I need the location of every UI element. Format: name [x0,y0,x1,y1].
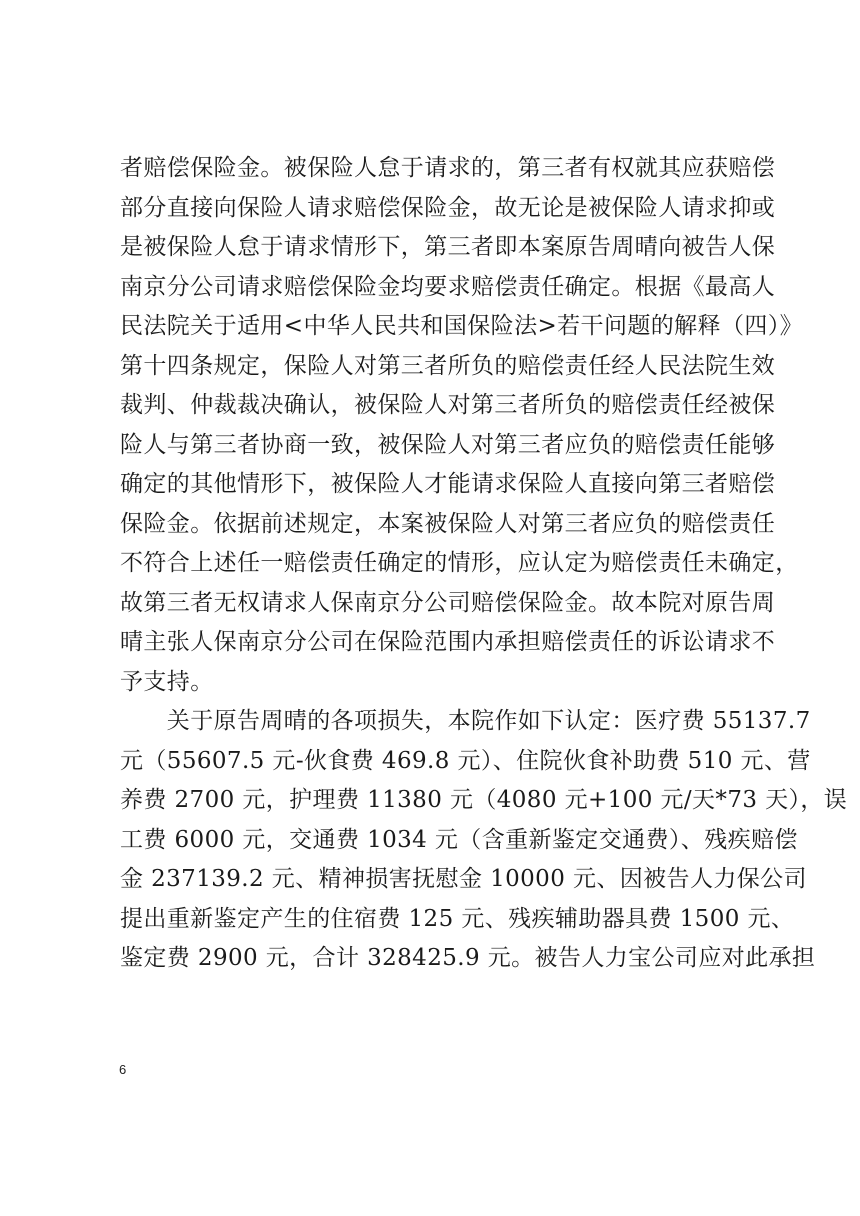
text-line-10: 保险金。依据前述规定，本案被保险人对第三者应负的赔偿责任 [120,510,776,537]
text-line-20: 提出重新鉴定产生的住宿费 125 元、残疾辅助器具费 1500 元、 [120,905,795,932]
body-text [120,149,848,979]
text-line-15: 关于原告周晴的各项损失，本院作如下认定：医疗费 55137.7 [120,708,811,734]
text-line-6: 第十四条规定，保险人对第三者所负的赔偿责任经人民法院生效 [120,352,776,379]
text-line-1: 者赔偿保险金。被保险人怠于请求的，第三者有权就其应获赔偿 [120,155,776,181]
text-line-18: 工费 6000 元，交通费 1034 元（含重新鉴定交通费）、残疾赔偿 [120,826,798,853]
text-line-2: 部分直接向保险人请求赔偿保险金，故无论是被保险人请求抑或 [120,194,776,221]
text-line-13: 晴主张人保南京分公司在保险范围内承担赔偿责任的诉讼请求不 [120,629,776,655]
text-line-5: 民法院关于适用<中华人民共和国保险法>若干问题的解释（四）》 [120,313,804,339]
text-line-7: 裁判、仲裁裁决确认，被保险人对第三者所负的赔偿责任经被保 [120,392,776,418]
text-line-17: 养费 2700 元，护理费 11380 元（4080 元+100 元/天*73 天），误 [120,787,848,813]
text-line-3: 是被保险人怠于请求情形下，第三者即本案原告周晴向被告人保 [120,234,776,260]
text-line-19: 金 237139.2 元、精神损害抚慰金 10000 元、因被告人力保公司 [120,866,807,892]
text-line-16: 元（55607.5 元-伙食费 469.8 元）、住院伙食补助费 510 元、营 [120,747,811,774]
text-line-12: 故第三者无权请求人保南京分公司赔偿保险金。故本院对原告周 [120,589,776,616]
text-line-21: 鉴定费 2900 元，合计 328425.9 元。被告人力宝公司应对此承担 [120,945,816,971]
page-number: 6 [119,1062,127,1077]
text-line-11: 不符合上述任一赔偿责任确定的情形，应认定为赔偿责任未确定， [120,550,799,576]
text-line-4: 南京分公司请求赔偿保险金均要求赔偿责任确定。根据《最高人 [120,273,776,300]
text-line-9: 确定的其他情形下，被保险人才能请求保险人直接向第三者赔偿 [120,471,776,497]
text-line-8: 险人与第三者协商一致，被保险人对第三者应负的赔偿责任能够 [120,431,776,458]
text-line-14: 予支持。 [120,668,214,695]
